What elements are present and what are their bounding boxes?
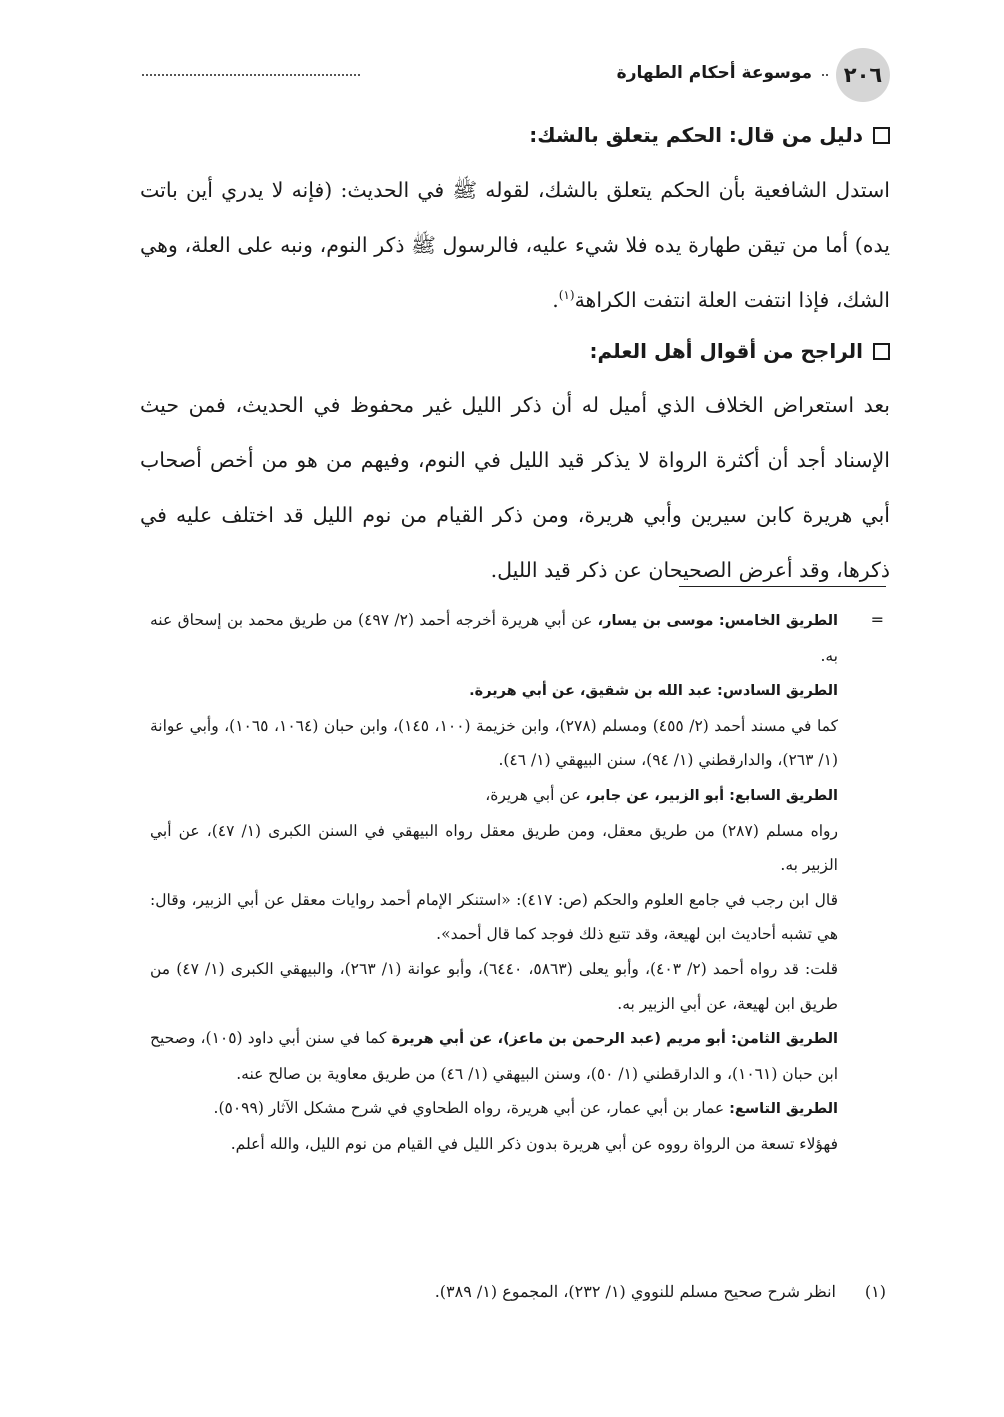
footnote-reference[interactable]: (١) <box>558 288 575 303</box>
main-text <box>140 116 890 598</box>
footnote-line: كما في مسند أحمد (٢/ ٤٥٥) ومسلم (٢٧٨)، وابن خزيمة (١٠٠، ١٤٥)، وابن حبان (١٠٦٤، ١٠٦٥)، وأبي عوانة (١/ ٢٦٣)، والدارقطني (١/ ٩٤)، سنن البيهقي (١/ ٤٦). <box>150 716 839 770</box>
header-dotted-rule-left <box>142 74 360 76</box>
footnote-bold: عبد الله بن شقيق، عن أبي هريرة. <box>469 683 713 700</box>
footnote-text: عن أبي هريرة أخرجه أحمد (٢/ ٤٩٧) من طريق محمد بن إسحاق عنه به. <box>150 611 838 665</box>
footnote-label: الطريق الخامس: <box>718 613 838 629</box>
footnote-label: الطريق التاسع: <box>729 1101 838 1118</box>
footnote-line <box>150 1091 838 1127</box>
footnotes <box>150 603 838 1162</box>
heading-text: دليل من قال: الحكم يتعلق بالشك: <box>529 123 863 147</box>
paragraph-end: . <box>552 288 559 312</box>
footnote-line: فهؤلاء تسعة من الرواة رووه عن أبي هريرة بدون ذكر الليل في القيام من نوم الليل، والله أعلم. <box>230 1134 838 1153</box>
page-header <box>140 46 890 102</box>
section-heading <box>140 116 890 154</box>
footnote-line <box>150 778 838 814</box>
square-bullet-icon <box>873 343 890 360</box>
footnote-line <box>150 673 838 709</box>
paragraph-text: استدل الشافعية بأن الحكم يتعلق بالشك، لقوله ﷺ في الحديث: (فإنه لا يدري أين باتت يده) أما من تيقن طهارة يده فلا شيء عليه، فالرسول ﷺ ذكر النوم، ونبه على العلة، وهي الشك، فإذا انتفت العلة انتفت الكراهة <box>140 178 890 312</box>
footnote-bold: أبو الزبير، عن جابر، <box>585 787 725 804</box>
footnote-1 <box>146 1275 886 1309</box>
footnote-text: عمار بن أبي عمار، عن أبي هريرة، رواه الطحاوي في شرح مشكل الآثار (٥٠٩٩). <box>213 1099 725 1118</box>
footnote-text: كما في سنن أبي داود (١٠٥)، وصحيح ابن حبان (١٠٦١)، و الدارقطني (١/ ٥٠)، وسنن البيهقي (١/ ٤٦) من طريق معاوية بن صالح عنه. <box>150 1029 838 1083</box>
paragraph: بعد استعراض الخلاف الذي أميل له أن ذكر الليل غير محفوظ في الحديث، فمن حيث الإسناد أجد أن أكثرة الرواة لا يذكر قيد الليل في النوم، وفيهم من هو من أخص أصحاب أبي هريرة كابن سيرين وأبي هريرة، ومن ذكر القيام من نوم الليل قد اختلف عليه في ذكرها، وقد أعرض الصحيحان عن ذكر قيد الليل. <box>140 393 890 582</box>
section-heading <box>140 332 890 370</box>
footnote-label: الطريق السابع: <box>729 787 838 804</box>
footnote-bold: موسى بن يسار، <box>597 613 714 629</box>
footnote-line <box>150 1021 838 1091</box>
footnote-separator <box>679 586 886 587</box>
footnote-continuation-mark: = <box>870 610 884 629</box>
footnote-line: قلت: قد رواه أحمد (٢/ ٤٠٣)، وأبو يعلى (٥٨٦٣، ٦٤٤٠)، وأبو عوانة (١/ ٢٦٣)، والبيهقي الكبرى (١/ ٤٧) من طريق ابن لهيعة، عن أبي الزبير به. <box>150 959 839 1013</box>
footnote-bold: أبو مريم (عبد الرحمن بن ماعز)، عن أبي هريرة <box>391 1031 726 1048</box>
paragraph <box>140 163 890 328</box>
footnote-number[interactable]: (١) <box>864 1282 886 1301</box>
footnote-text: عن أبي هريرة، <box>485 785 581 804</box>
footnote-text: انظر شرح صحيح مسلم للنووي (١/ ٢٣٢)، المجموع (١/ ٣٨٩). <box>434 1282 836 1301</box>
header-dotted-rule-right <box>822 74 828 76</box>
running-title: موسوعة أحكام الطهارة <box>609 58 820 88</box>
footnote-label: الطريق السادس: <box>717 683 838 700</box>
heading-text: الراجح من أقوال أهل العلم: <box>589 339 863 363</box>
footnote-line: رواه مسلم (٢٨٧) من طريق معقل، ومن طريق معقل رواه البيهقي في السنن الكبرى (١/ ٤٧)، عن أبي الزبير به. <box>150 821 838 875</box>
footnote-label: الطريق الثامن: <box>731 1031 838 1048</box>
footnote-line <box>150 603 838 673</box>
square-bullet-icon <box>873 127 890 144</box>
footnote-line: قال ابن رجب في جامع العلوم والحكم (ص: ٤١٧): «استنكر الإمام أحمد روايات معقل عن أبي الزبير، وقال: هي تشبه أحاديث ابن لهيعة، وقد تتبع ذلك فوجد كما قال أحمد». <box>150 890 838 944</box>
page-number-badge: ٢٠٦ <box>836 48 890 102</box>
